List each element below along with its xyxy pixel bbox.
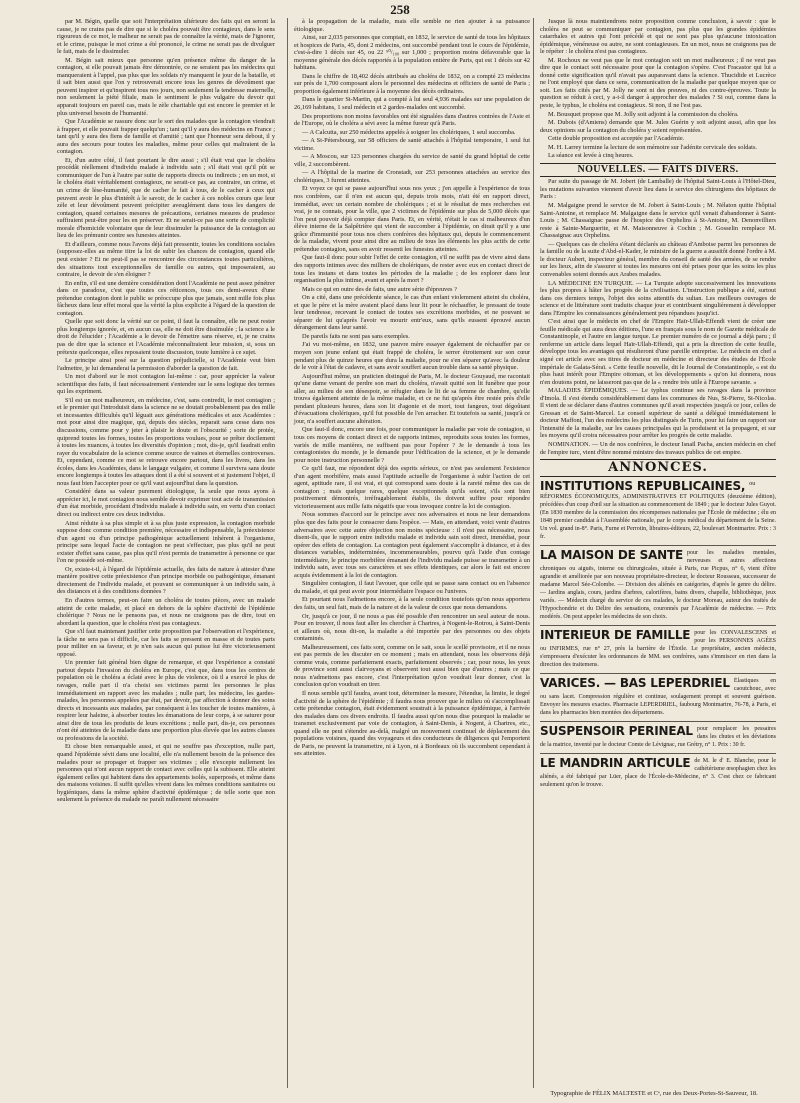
- advertisement-title: VARICES. — BAS LEPERDRIEL: [540, 676, 730, 690]
- paragraph: par M. Bégin, quelle que soit l'interprétation ultérieure des faits qui en seront la cause, je ne crains pas de dire que si le choléra pouvait être contagieux, dans le sens rigoureux de ce mot, le malheur ne serait pas de connaître la vérité, mais de l'ignorer, et le crime, puisque le mot crime a été prononcé, le crime ne serait pas de divulguer le fait, mais de le dissimuler.: [57, 18, 275, 56]
- advertisement-body: pour remplacer les pessaires dans les chutes et les déviations de la matrice, inventé par le docteur Comte de Lévignac, rue Grétry, n° 1. Prix : 30 fr.: [540, 725, 776, 748]
- paragraph: S'il est un mot malheureux, en médecine, c'est, sans contredit, le mot contagion ; et le premier qui l'introduisit dans la science ne se doutait probablement pas des mille et incessantes difficultés qu'il léguait aux générations médicales et aux Académies : mot pour ainsi dire magique, qui, depuis des siècles, reparait sans cesse dans nos discussions, comme pour y jeter à plaisir le doute et l'obscurité ; sorte de protée, quiprend toutes les formes, toutes les proportions voulues, pour se prêter docilement à toutes les nuances, à toutes les diversités d'opinion ; mot, dis-je, qu'il faudrait enfin rayer du vocabulaire de la science comme source de vaines et éternelles controverses. Et, cependant, comme ce mot se retrouve encore partout, dans les livres, dans les écoles, dans les Académies, dans le langage vulgaire, et comme il survivra sans doute encore longtemps à toutes les attaques dont il a été si souvent et si justement l'objet, il nous faut bien l'accepter pour ce qu'il vaut aujourd'hui dans la question.: [57, 396, 275, 487]
- advertisement-title: INSTITUTIONS RÉPUBLICAINES,: [540, 479, 746, 493]
- paragraph: Et chose bien remarquable aussi, et qui ne souffre pas d'exception, nulle part, quand l'épidémie sévit dans une localité, elle n'a nullement besoin de la présence des malades pour se propager et frapper ses victimes ; elle n'excepte nullement les personnes qui n'ont aucun rapport de contact avec celles qui la subissent. Elle atteint également celles qui habitent dans des appartements isolés, superposés, et même dans des maisons voisines. Il suffit qu'elles vivent dans les mêmes conditions sanitaires ou hygiéniques, dans la même sphère d'activité épidémique ; de telle sorte que non seulement la présence du malade ne paraît nullement nécessaire: [57, 743, 275, 804]
- paragraph: J'ai vu moi-même, en 1832, une pauvre mère essayer également de réchauffer par ce moyen son jeune enfant qui était frappé de choléra, le serrer étroitement sur son cœur pendant plus de quinze heures que dura la maladie, pour ne s'en séparer qu'avec la douleur de le voir à l'état de cadavre, et sans avoir souffert aucun trouble dans sa santé physique.: [294, 341, 530, 372]
- paragraph: Dans le quartier St-Martin, qui a compté à lui seul 4,936 malades sur une population de 26,169 habitans, 1 seul médecin et 2 gardes-malades ont succombé.: [294, 96, 530, 112]
- advertisements-list: [540, 480, 776, 789]
- paragraph: Or, existe-t-il, à l'égard de l'épidémie actuelle, des faits de nature à attester d'une manière positive cette préexistence d'un principe morbide ou pathogénique, émanant directement de l'individu malade, et pouvant se communiquer à un individu sain, à des distances et à des conditions données ?: [57, 565, 275, 596]
- advertisements-heading: ANNONCES.: [608, 460, 708, 476]
- paragraph: NOMINATION. — Un de nos confrères, le docteur Isnaïl Pacha, ancien médecin en chef de l'empire turc, vient d'être nommé ministre des travaux publics de cet empire.: [540, 440, 776, 456]
- paragraph: Singulière contagion, il faut l'avouer, que celle qui se passe sans contact ou en l'absence du malade, et qui peut avoir pour intermédiaire l'espace ou l'univers.: [294, 580, 530, 595]
- advertisement-body: pour les CONVALESCENS et pour les PERSONNES AGÉES ou INFIRMES, rue n° 27, près la barrière de l'Étoile. Le propriétaire, ancien médecin, s'empressera d'exécuter les ordonnances de MM. ses confrères, sans s'immiscer en rien dans la direction des traitemens.: [540, 629, 776, 668]
- paragraph: De pareils faits ne sont pas sans exemples.: [302, 332, 410, 340]
- paragraph: — A St-Pétersbourg, sur 58 officiers de santé attachés à l'hôpital temporaire, 1 seul fut victime.: [294, 137, 530, 152]
- paragraph: Nous sommes d'accord sur le principe avec nos adversaires et nous ne leur demandons plus que des faits pour le consacrer dans l'espèce. — Mais, en attendant, voici venir d'autres adversaires avec cette autre objection non moins spécieuse : il n'est pas nécessaire, nous disent-ils, que le rapport entre individu malade et individu sain soit direct, immédiat, pour opérer des effets de contagion. La contagion peut également s'accomplir à distance, et à des distances variables, indéterminées, incommensurables, pourvu qu'à l'aide d'un contage intermédiaire, le principe morbifère émanant de l'individu malade puisse se transmettre à un individu sain, avec tous ses caractères et ses effets identiques, car alors le fait est encore acquis évidemment à la loi de contagion.: [294, 511, 530, 579]
- paragraph: Quelle que soit donc la vérité sur ce point, il faut la connaître, elle ne peut rester plus longtemps ignorée, et, en aucun cas, elle ne doit être dissimulée ; la science a le droit de l'élucider ; l'Académie a le devoir de l'émettre sans réserve, et, je ne crains pas de dire que la science et l'Académie méconnaîtraient leur mission, si, sous un prétexte quelconque, elles reposaient toute discussion, toute lumière à ce sujet.: [57, 318, 275, 356]
- column-1: [57, 18, 275, 1088]
- paragraph: Considéré dans sa valeur purement étiologique, la seule que nous ayons à apprécier ici, le mot contagion nous semble devoir exprimer tout acte de transmission d'un état morbide, procédant d'individu malade à individu sain, en vertu d'un contact direct ou indirect entre ces deux individus.: [57, 488, 275, 518]
- advertisement-divider: [540, 545, 776, 546]
- paragraph: M. Rochoux ne veut pas que le mot contagion soit un mot malheureux ; il ne veut pas dire que le contact soit nécessaire pour que la contagion s'opère. C'est Fracastor qui lui a donné cette signification qu'il n'avait pas auparavant dans la science. Thucidide et Lucrèce ne l'ont employé que dans ce sens, communication de la maladie par quelque moyen que ce soit. Les faits cités par M. Jolly ne sont ni des preuves, ni des contre-épreuves. Toute la question se réduit à ceci, y a-t-il danger à approcher des malades ? Si oui, comme dans la peste, le typhus, le choléra est contagieux. Si non, il ne l'est pas.: [540, 56, 776, 110]
- column-2: [287, 18, 530, 1088]
- news-section: [540, 178, 776, 456]
- paragraph: Que faut-il donc, encore une fois, pour communiquer la maladie par voie de contagion, si tous ces moyens de contact direct et de rapports intimes, reproduits sous toutes les formes, variés de mille manières, ne suffisent pas pour l'opérer ? Je le demande à tous les contagionistes du monde, je le demande pour l'édification de la science, et je le demande pour notre instruction personnelle ?: [294, 426, 530, 464]
- paragraph: à la propagation de la maladie, mais elle semble ne rien ajouter à sa puissance étiologique.: [294, 18, 530, 33]
- paragraph: Et voyez ce qui se passe aujourd'hui sous nos yeux ; j'en appelle à l'expérience de tous nos confrères, car il n'en est aucun qui, depuis trois mois, n'ait été en rapport direct, immédiat, avec un certain nombre de cholériques ; et si le résultat de mes recherches est vrai, je ne connais, pour la ville, que 2 victimes de l'épidémie sur plus de 5,000 décès que l'on peut pouvoir déjà compter dans Paris. Et, en vérité, n'était le cas si malheureux d'un élève interne de la Salpêtrière qui vient de succomber à l'épidémie, on dirait qu'il y a une grâce d'immunité pour tous nos chers confrères des hôpitaux qui, depuis le commencement de la maladie, vivent pour ainsi dire au milieu de tous les éléments les plus actifs de cette prétendue contagion, sans en avoir ressenti les funestes atteintes.: [294, 185, 530, 253]
- academy-session-conclusion: [540, 18, 776, 160]
- advertisement-body: ou RÉFORMES ÉCONOMIQUES, ADMINISTRATIVES ET POLITIQUES (deuxième édition), précédées d'un coup d'œil sur la situation au commencement de 1849 ; par le docteur Jules Guyot. (En 1830 membre de la commission des récompenses nationales par l'École de médecine ; élu en 1848 premier candidat à l'Assemblée nationale, par le corps médical du département de la Seine. Un vol. grand in-8°. Paris, Furne et Perrotin, libraires-éditeurs, 22, boulevart Montmartre. Prix : 3 fr.: [540, 480, 776, 540]
- advertisement: [540, 677, 776, 717]
- paragraph: Un mot d'abord sur le mot contagion lui-même : car, pour apprécier la valeur scientifique des faits, il faut nécessairement s'entendre sur le sens logique des termes qui les expriment.: [57, 373, 275, 396]
- paragraph: Cette double proposition est acceptée par l'Académie.: [548, 135, 685, 143]
- paragraph: LA MÉDECINE EN TURQUIE. — La Turquie adopte successivement les innovations les plus propres à hâter les progrès de la civilisation. L'instruction publique a été, surtout dans ces derniers temps, l'objet des soins attentifs du sultan. Les meilleurs ouvrages de science et de littérature sont traduits chaque jour et contribuent singulièrement à développer dans l'Empire les connaissances généralement peu répandues jusqu'ici.: [540, 279, 776, 317]
- paragraph: Mais ce qui en outre des de faits, une autre série d'épreuves ?: [302, 285, 457, 293]
- advertisement-body: Élastiques en caoutchouc, avec ou sans lacet. Compression régulière et continue, soulagement prompt et souvent guérison. Envoyer les mesures exactes. Pharmacie LEPERDRIEL, faubourg Montmartre, 76-78, à Paris, et dans les pharmacies bien montées des départemens.: [540, 677, 776, 716]
- paragraph: Et pourtant nous l'admettons encore, à la seule condition toutefois qu'on nous apportera des faits, un seul fait, mais de la nature et de la valeur de ceux que nous demandons.: [294, 596, 530, 612]
- advertisement-divider: [540, 753, 776, 754]
- advertisement-title: LE MANDRIN ARTICULÉ: [540, 756, 691, 770]
- paragraph: La séance est levée à cinq heures.: [548, 152, 634, 160]
- paragraph: Ce qu'il faut, me répondent déjà des esprits sérieux, ce n'est pas seulement l'existence d'un agent morbifère, mais aussi l'aptitude actuelle de l'organisme à subir l'action de cet agent, aptitude rare, il est vrai, et qui correspond sans doute à la rareté même des cas de contagion ; mais quelque rares, quelque exceptionnels qu'ils soient, s'ils sont bien positivement démontrés, irréfragablement établis, ils doivent suffire pour répondre victorieusement aux mille faits négatifs que vous invoquez contre la loi de contagion.: [294, 465, 530, 510]
- paragraph: Malheureusement, ces faits sont, comme on le sait, sous le scellé provisoire, et il ne nous est pas permis de les discuter en ce moment ; mais en attendant, nous les observons déjà comme vrais, comme parfaitement exacts, parfaitement observés ; car, pour nous, les yeux de province sont aussi clairvoyans et observent tout aussi bien que d'autres ; mais ce que nous n'admettons pas encore, c'est l'interprétation qu'on voudrait leur donner, c'est la conclusion qu'on voudrait en tirer.: [294, 643, 530, 689]
- paragraph: Ainsi réduite à sa plus simple et à sa plus juste expression, la contagion morbide suppose donc comme condition première, nécessaire et indispensable, la préexistence d'un agent ou d'un principe pathogénique actuellement inhérent à l'organisme, principe sans lequel l'acte de contagion ne peut s'effectuer, pas plus qu'il ne peut exister d'effet sans cause, pas plus qu'il n'est permis de transmettre à personne ce que l'on ne possède soi-même.: [57, 519, 275, 565]
- paragraph: Par suite du passage de M. Jobert (de Lamballe) de l'hôpital Saint-Louis à l'Hôtel-Dieu, les mutations suivantes viennent d'avoir lieu dans le service des chirurgiens des hôpitaux de Paris :: [540, 178, 776, 201]
- paragraph: Jusque là nous maintiendrons notre proposition comme conclusion, à savoir : que le choléra ne peut se communiquer par contagion, pas plus que les grandes épidémies catarrhales et autres qui l'ont précédé et qui ne sont pas plus qu'aucune intoxication épidémique, vénéneuse ou autre, ne sont contagieuses. En un mot, nous ne craignons pas de le répéter : le choléra n'est pas contagieux.: [540, 18, 776, 56]
- paragraph: En d'autres termes, peut-on faire un choléra de toutes pièces, avec un malade atteint de cette maladie, et placé en dehors de la sphère d'activité de l'épidémie cholérique ? Nous ne le pensons pas, et nous ne craignons pas de dire, tout en abordant la question, que le choléra n'est pas contagieux.: [57, 597, 275, 627]
- paragraph: — A Calcutta, sur 250 médecins appelés à soigner les cholériques, 1 seul succomba.: [302, 128, 516, 136]
- paragraph: Et, d'un autre côté, il faut pourtant le dire aussi ; s'il était vrai que le choléra procédât réellement d'individu malade à individu sain ; s'il était vrai qu'il pût se communiquer de l'un à l'autre par suite de rapports directs ou indirects ; en un mot, si le choléra était véritablement contagieux, ne serait-ce pas, au contraire, un crime, et un crime de lèse-humanité, que de cacher le fait à tous, de le cacher à ceux qui peuvent avoir le plus d'intérêt à le savoir, de le cacher à ces nobles cœurs que leur zèle et leur dévoûment peuvent précipiter aveuglément dans tous les dangers de contagion, quand certaines mesures de précautions, certaines mesures de prudence suffiraient peut-être pour les en préserver. Et ne serait-ce pas une sorte de complicité morale d'homicide volontaire que de leur dissimuler la puissance de la contagion au lieu de les prémunir contre ses funestes atteintes.: [57, 156, 275, 240]
- paragraph: Que faut-il donc pour subir l'effet de cette contagion, s'il ne suffit pas de vivre ainsi dans des rapports intimes avec des milliers de cholériques, de rester avec eux en contact direct de tous les instans et dans toutes les périodes de la maladie ; de les explorer dans leur organisation la plus intime, avant et après la mort ?: [294, 254, 530, 285]
- advertisement: [540, 549, 776, 621]
- paragraph: M. Bégin sait mieux que personne qu'en présence même du danger de la contagion, si elle pouvait jamais être démontrée, ce ne seraient pas les médecins qui manqueraient à l'appel, pas plus que les soldats n'y manquent le jour de la bataille, et il sait bien aussi que l'on y retrouverait encore tous les genres de dévoûment que peuvent inspirer et qu'inspirent tous nos jours, non seulement la tendresse maternelle, non seulement la piété filiale, mais le sentiment le plus vulgaire du devoir qui apparait toujours en pareil cas, mais le zèle charitable qui est encore le premier et le plus universel besoin de l'humanité.: [57, 56, 275, 117]
- paragraph: Le principe ainsi posé sur la question préjudicielle, si l'Académie veut bien l'admettre, je lui demanderai la permission d'aborder la question de fait.: [57, 357, 275, 372]
- column-3: [533, 18, 776, 1088]
- paragraph: C'est ainsi que le médecin en chef de l'Empire Haïr-Ullah-Effendi vient de créer une feuille médicale qui aura deux éditions, l'une en français sous le nom de Gazette médicale de Constantinople, et l'autre en langue turque. Le premier numéro de ce journal a déjà paru ; il renferme un article dans lequel Haïr-Ullah-Effendi, qui a pris la direction de cette feuille, développe tous les avantages qui résulteront d'une pareille entreprise. Le médecin en chef a signé cet article avec ses titres de docteur en médecine et directeur des études de l'École impériale de Galata-Séraï. « Cette feuille nouvelle, dit le Journal de Constantinople, « est du plus haut intérêt pour l'Empire ottoman, et les développements « qu'on lui donnera, nous n'en doutons point, ne laisseront pas que de la « rendre très utile à l'Europe savante. »: [540, 318, 776, 386]
- advertisement: [540, 725, 776, 749]
- paragraph: Or, jusqu'à ce jour, il ne nous a pas été possible d'en rencontrer un seul auteur de nous. Pour en trouver, il nous faut aller les chercher à Chartres, à Nogent-le-Rotrou, à Saint-Denis et ailleurs où, nous dit-on, la maladie a été importée par des personnes ou des objets contaminés.: [294, 612, 530, 643]
- advertisement: [540, 629, 776, 669]
- paragraph: Aujourd'hui même, un praticien distingué de Paris, M. le docteur Gouyaud, me racontait qu'une dame venant de perdre son mari du choléra, n'avait quitté son lit funèbre que pour aller, au milieu de son désespoir, se réfugier dans le lit de sa femme de chambre, qu'elle trouva également atteinte de la même maladie, et ce ne fut qu'après être restée près d'elle pendant plusieurs heures, dans son lit d'agonie et de mort, tout fangeux, tout dégoûtant d'évacuations cholériques, qu'il fut possible de l'en arracher. Et toutefois sa santé, jusqu'à ce jour, n'a souffert aucune altération.: [294, 372, 530, 425]
- news-heading: NOUVELLES. — FAITS DIVERS.: [577, 163, 739, 175]
- paragraph: Que l'Académie se rassure donc sur le sort des malades que la contagion viendrait à frapper, et elle pouvait frapper quelqu'un ; tant qu'il y aura des médecins en France ; tant qu'il y aura des fiens de famille et d'amitié ; tant que l'honneur sera debout, il y aura des secours pour toutes les maladies, même pour celles qui maltraient de la contagion.: [57, 118, 275, 156]
- printer-imprint: Typographie de FÉLIX MALTESTE et Cᵉ, rue des Deux-Portes-St-Sauveur, 18.: [550, 1090, 758, 1097]
- paragraph: M. Bousquet propose que M. Jolly soit adjoint à la commission du choléra.: [548, 110, 739, 118]
- section-divider: [540, 476, 776, 477]
- paragraph: On a cité, dans une précédente séance, le cas d'un enfant violemment atteint du choléra, et que le père et la mère avaient placé dans leur lit pour le réchauffer, le pressant de toute leur tendresse, recevant le contact de toutes ses excrétions morbides, et ne pouvant se séparer de lui qu'après l'avoir vu mourir entr'eux, sans qu'ils eussent éprouvé aucun dérangement dans leur santé.: [294, 294, 530, 332]
- paragraph: — Quelques cas de choléra s'étant déclarés au château d'Amboise parmi les personnes de la famille ou de la suite d'Abd-el-Kader, le ministre de la guerre a aussitôt donné l'ordre à M. le docteur Aubert, inspecteur général, membre du conseil de santé des armées, de se rendre sur les lieux, afin de s'assurer si toutes les mesures ont été prises pour que les soins les plus convenables soient donnés aux Arabes malades.: [540, 240, 776, 278]
- page-number: 258: [390, 2, 410, 17]
- paragraph: Dans le chiffre de 18,402 décès attribués au choléra de 1832, on a compté 23 médecins sur près de 1,700 composant alors le personnel des médecins et officiers de santé de Paris ; proportion également inférieure à la moyenne des décès ordinaires.: [294, 72, 530, 95]
- paragraph: M. Malgaigne prend le service de M. Jobert à Saint-Louis ; M. Nélaton quitte l'hôpital Saint-Antoine, et remplace M. Malgaigne dans le service qu'il venait d'abandonner à Saint-Louis ; M. Chassaignac passe de l'hospice des Orphelins à St-Antoine, M. Denonvilliers reste à Sainte-Marguerite, et M. Maisonneuve à Cochin ; M. Gosselin remplace M. Chassaignac aux Orphelins.: [540, 202, 776, 240]
- paragraph: M. H. Larrey termine la lecture de son mémoire sur l'adénite cervicale des soldats.: [548, 143, 757, 151]
- paragraph: — A Moscou, sur 123 personnes chargées du service de santé du grand hôpital de cette ville, 2 succombèrent.: [294, 153, 530, 168]
- advertisement: [540, 757, 776, 789]
- paragraph: MALADIES ÉPIDÉMIQUES. — Le typhus continue ses ravages dans la province d'Imola. Il s'est étendu considérablement dans les communes de Nus, St-Pierre, St-Nicolas. Il vient de se déclarer dans d'autres communes qu'il avait respectées jusqu'à ce jour, celles de Gressan et de Saint-Marcel. Le conseil supérieur de santé a délégué immédiatement le docteur Maffoni, l'un des médecins les plus distingués de Turin, pour lui faire un rapport sur l'intensité de la maladie, sur les causes principales qui la produisent et la propagent, et sur les moyens qu'il croira nécessaires pour arrêter les progrès de cette maladie.: [540, 387, 776, 440]
- advertisement-body: de M. le d' E. Blanche, pour le cathétérisme œsophagien chez les aliénés, a été fabriqué par Lüer, place de l'École-de-Médecine, n° 3. C'est chez ce fabricant seulement qu'on le trouve.: [540, 757, 776, 788]
- paragraph: En enfin, s'il est une demière considération dont l'Académie ne peut assez pénétrer dans ce paradoxe, c'est que toutes ces réticences, tous ces demi-aveux d'une prétendue contagion dont le public se préoccupe plus que jamais, sont mille fois plus fâcheux dans leur effet moral que la vérité la plus explicite à l'égard de la question de contagion.: [57, 279, 275, 317]
- paragraph: Ainsi, sur 2,035 personnes que comptait, en 1832, le service de santé de tous les hôpitaux et hospices de Paris, 45, dont 2 médecins, ont succombé pendant tout le cours de l'épidémie, c'est-à-dire 1 décès sur 45, ou 22 ⁵⁰/₁₀₀ sur 1,000 ; proportion moins défavorable que la moyenne générale des décès rapportés à la population entière de Paris, qui est 1 décès sur 42 habitans.: [294, 34, 530, 72]
- advertisement-divider: [540, 625, 776, 626]
- paragraph: — A l'hôpital de la marine de Cronstadt, sur 253 personnes attachées au service des cholériques, 3 furent atteintes.: [294, 169, 530, 184]
- advertisement: [540, 480, 776, 541]
- advertisement-title: SUSPENSOIR PÉRINÉAL: [540, 724, 693, 738]
- paragraph: Et d'ailleurs, comme nous l'avons déjà fait pressentir, toutes les conditions sociales (supposez-elles au même titre la loi de subir les chances de contagion, quand elle peut exister ? Et ne peut-il pas se rencontrer des circonstances toutes particulières, des situations tout exceptionnelles de famille ou autres, qui imposeraient, au contraire, le devoir de s'en éloigner ?: [57, 240, 275, 279]
- paragraph: M. Dubois (d'Amiens) demande que M. Jules Guérin y soit adjoint aussi, afin que les deux opinions sur la contagion du choléra y soient représentées.: [540, 119, 776, 134]
- advertisement-body: pour les maladies mentales, nerveuses et autres affections chroniques ou aiguës, interne ou chirurgicales, située à Paris, rue Picpus, n° 6, vient d'être agrandie et améliorée par son nouveau propriétaire-directeur, le docteur Rousseau, successeur de madame Marcel Sée-Colombe. — Division des aliénés en catégories, d'après le genre du délire. — Jardins anglais, cours, jardins d'arbres, calorifères, bains divers, chapelle, bibliothèque, jeux variés. — Médecin chargé du service de ces malades, le docteur Moreau, auteur des traités de l'Hypochondrie et du Délire des sensations, couronnés par l'Académie de médecine. — Prix modérés. On peut appeler les médecins de son choix.: [540, 549, 776, 620]
- section-divider: [540, 176, 776, 177]
- advertisement-title: INTÉRIEUR DE FAMILLE: [540, 628, 691, 642]
- advertisement-title: LA MAISON DE SANTÉ: [540, 548, 683, 562]
- paragraph: Il nous semble qu'il faudra, avant tout, déterminer la mesure, l'étendue, la limite, le degré d'activité de la sphère de l'épidémie ; il faudra nous prouver que le milieu où s'accomplissait cette prétendue contagion, était évidemment soustrait à la puissance épidémique, à l'arrivée des malades dans ces divers endroits. Il faudra aussi qu'on nous dise pourquoi la maladie se transmet exclusivement par voie de contagion, à Saint-Denis, à Nogent, à Chartres, etc., quand elle ne peut s'étendre au-delà, malgré un mouvement continuel de déplacement des populations voisines, quand des voyageurs et des conducteurs de diligences qui l'emportent de Paris, ne peuvent la transmettre, ni à Lyon, ni à Bordeaux où ils succombent cependant à ses atteintes.: [294, 690, 530, 758]
- paragraph: Que s'il faut maintenant justifier cette proposition par l'observation et l'expérience, la tâche ne sera pas si difficile, car les faits se pressent en masse et de toutes parts pour militer en sa faveur, et je n'en sais aucun qui puisse lui être victorieusement opposé.: [57, 628, 275, 658]
- advertisement-divider: [540, 721, 776, 722]
- paragraph: Un premier fait général bien digne de remarque, et que l'expérience a constaté partout depuis l'invasion du choléra en Europe, c'est que, dans tous les centres de population où le choléra a éclaté avec le plus de violence, où il a exercé le plus de ravages, nulle part il n'a choisi ses victimes parmi les personnes le plus immédiatement en rapport avec les malades ; nulle part, les médecins, les gardes-malades, les personnes appelées par état, par devoir, par affection à donner des soins directs et incessants aux malades, par conséquent à les toucher de toutes manières, à respirer leur haleine, à absorber toutes les émanations de leur corps, à se saturer pour ainsi dire de tous les produits de leurs excrétions ; nulle part, dis-je, ces personnes n'ont été atteintes de la maladie dans une proportion plus élevée que les autres classes ou professions de la société.: [57, 659, 275, 742]
- paragraph: Des proportions non moins favorables ont été signalées dans d'autres contrées de l'Asie et de l'Europe, où le choléra a sévi avec la même fureur qu'à Paris.: [294, 112, 530, 128]
- advertisement-divider: [540, 673, 776, 674]
